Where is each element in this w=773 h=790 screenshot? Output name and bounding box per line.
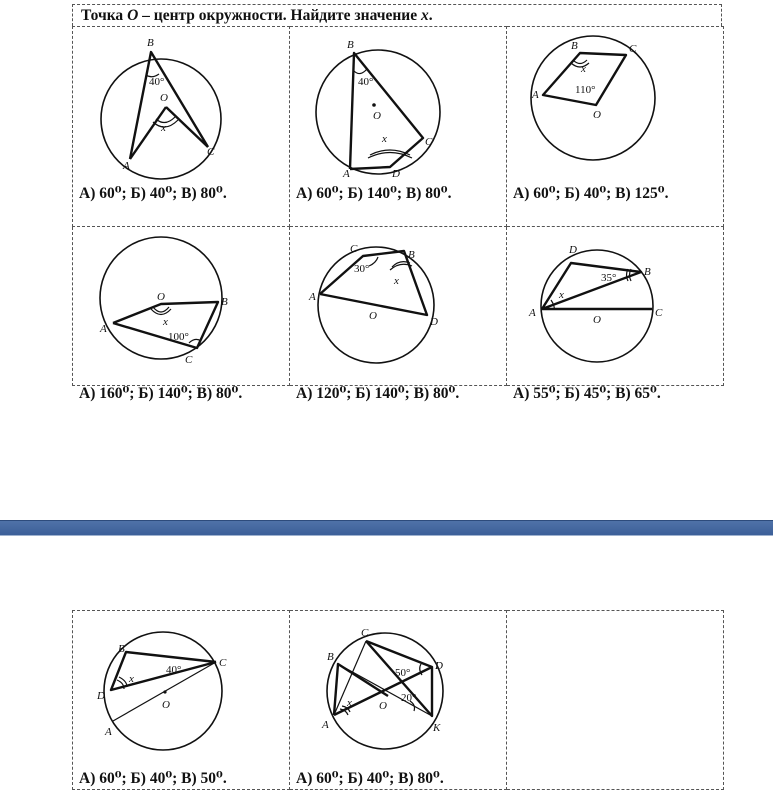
svg-text:35°: 35° <box>601 272 617 284</box>
svg-text:A: A <box>322 719 329 731</box>
svg-text:C: C <box>425 136 433 148</box>
svg-text:C: C <box>207 146 215 158</box>
svg-text:B: B <box>147 37 154 49</box>
problem-1-figure <box>73 27 289 185</box>
problem-8 <box>290 611 506 789</box>
problem-3-figure <box>507 27 723 185</box>
empty-cell <box>507 611 724 790</box>
svg-text:20°: 20° <box>401 692 417 704</box>
svg-text:B: B <box>221 296 228 308</box>
problem-2 <box>290 27 506 226</box>
svg-text:D: D <box>435 660 443 672</box>
svg-text:D: D <box>569 244 577 256</box>
problem-4-answers: А) 160⁰; Б) 140⁰; В) 80⁰. <box>79 385 243 402</box>
svg-text:O: O <box>369 310 377 322</box>
problem-7 <box>73 611 289 789</box>
problem-2-answers: А) 60⁰; Б) 140⁰; В) 80⁰. <box>296 185 452 202</box>
svg-text:O: O <box>373 110 381 122</box>
problem-2-figure <box>290 27 506 185</box>
task-title: Точка O – центр окружности. Найдите значение x. <box>72 4 722 26</box>
svg-text:B: B <box>571 40 578 52</box>
svg-text:O: O <box>593 314 601 326</box>
svg-text:B: B <box>347 39 354 51</box>
problem-5-figure <box>290 227 506 385</box>
problem-5 <box>290 227 506 402</box>
svg-text:B: B <box>408 249 415 261</box>
problem-4 <box>73 227 289 402</box>
problems-table-top <box>72 26 724 402</box>
problem-6-answers: А) 55⁰; Б) 45⁰; В) 65⁰. <box>513 385 661 402</box>
svg-text:O: O <box>157 291 165 303</box>
problem-7-figure <box>73 611 289 769</box>
svg-text:D: D <box>97 690 105 702</box>
svg-text:50°: 50° <box>395 667 411 679</box>
svg-text:B: B <box>644 266 651 278</box>
problem-8-answers: А) 60⁰; Б) 40⁰; В) 80⁰. <box>296 770 444 787</box>
problem-3-answers: А) 60⁰; Б) 40⁰; В) 125⁰. <box>513 185 669 202</box>
problem-1 <box>73 27 289 226</box>
problem-6-figure <box>507 227 723 385</box>
problem-7-answers: А) 60⁰; Б) 40⁰; В) 50⁰. <box>79 770 227 787</box>
svg-text:A: A <box>532 89 539 101</box>
svg-text:O: O <box>160 92 168 104</box>
problems-table-bottom <box>72 610 724 790</box>
svg-text:D: D <box>392 168 400 180</box>
problem-1-answers: А) 60⁰; Б) 40⁰; В) 80⁰. <box>79 185 227 202</box>
svg-text:x: x <box>382 133 387 145</box>
problem-6 <box>507 227 723 402</box>
svg-text:A: A <box>343 168 350 180</box>
problem-5-answers: А) 120⁰; Б) 140⁰; В) 80⁰. <box>296 385 460 402</box>
svg-text:x: x <box>129 673 134 685</box>
svg-text:C: C <box>350 243 358 255</box>
svg-text:x: x <box>394 275 399 287</box>
svg-text:O: O <box>162 699 170 711</box>
problem-4-figure <box>73 227 289 366</box>
page-separator <box>0 520 773 536</box>
svg-text:A: A <box>309 291 316 303</box>
svg-text:B: B <box>118 643 125 655</box>
svg-text:A: A <box>105 726 112 738</box>
svg-text:x: x <box>161 122 166 134</box>
problem-8-figure <box>290 611 506 769</box>
problem-3 <box>507 27 723 226</box>
svg-text:C: C <box>655 307 663 319</box>
svg-text:C: C <box>629 43 637 55</box>
svg-text:40°: 40° <box>149 76 165 88</box>
svg-text:K: K <box>433 722 441 734</box>
svg-text:C: C <box>219 657 227 669</box>
svg-text:x: x <box>347 697 352 709</box>
svg-text:110°: 110° <box>575 84 596 96</box>
svg-text:x: x <box>559 289 564 301</box>
svg-text:A: A <box>123 160 130 172</box>
svg-text:100°: 100° <box>168 331 189 343</box>
svg-text:30°: 30° <box>354 263 370 275</box>
svg-text:O: O <box>593 109 601 121</box>
svg-text:40°: 40° <box>358 76 374 88</box>
svg-text:O: O <box>379 700 387 712</box>
document-page-2 <box>0 536 773 788</box>
svg-text:B: B <box>327 651 334 663</box>
svg-text:x: x <box>163 316 168 328</box>
svg-text:C: C <box>185 354 193 366</box>
svg-text:x: x <box>581 63 586 75</box>
svg-text:A: A <box>529 307 536 319</box>
svg-text:C: C <box>361 627 369 639</box>
svg-text:A: A <box>100 323 107 335</box>
svg-text:40°: 40° <box>166 664 182 676</box>
svg-text:D: D <box>430 316 438 328</box>
